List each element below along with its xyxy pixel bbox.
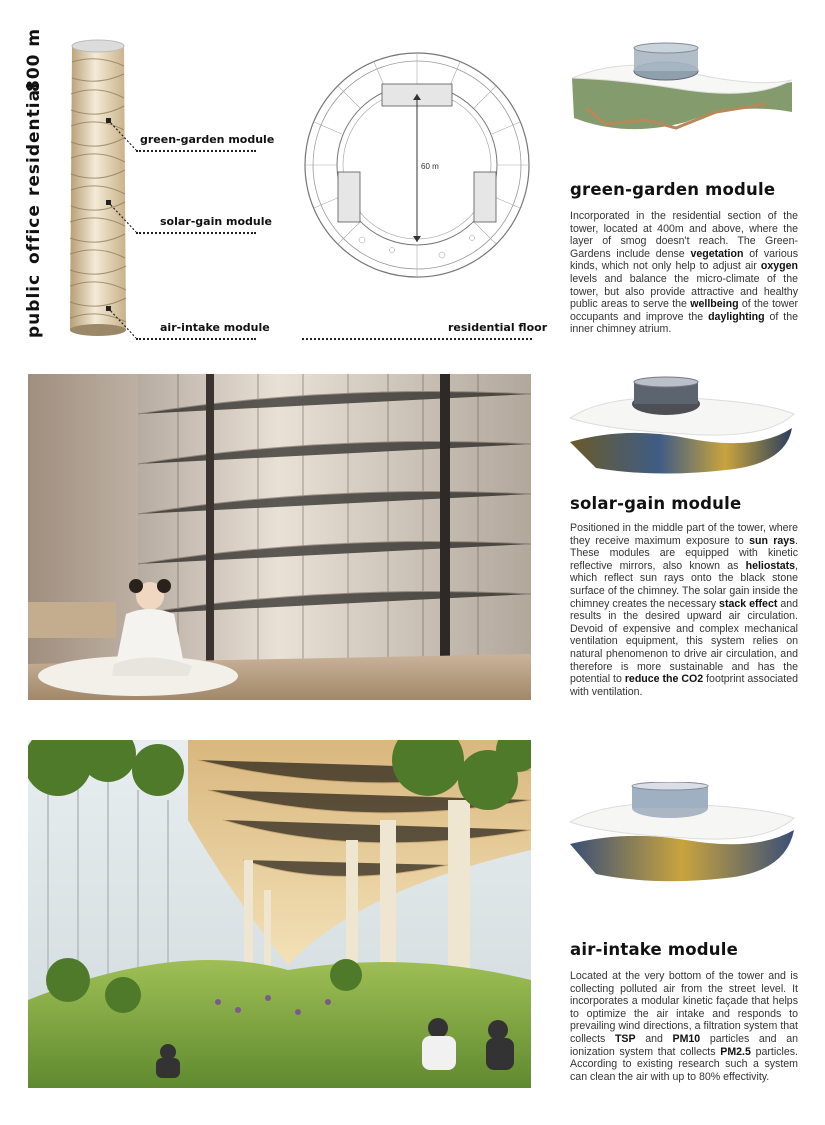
text-run: footprint associated with ventilation. <box>570 673 798 698</box>
green-garden-module-render <box>566 38 798 138</box>
text-run: Incorporated in the residential section of the tower, located at 400m and above, where the layer of smog doesn't reach. The Green-Gardens include dense <box>570 210 798 260</box>
plan-caption-line <box>302 338 532 340</box>
callout-line <box>136 338 256 340</box>
callout-leader <box>106 200 146 234</box>
solar-gain-description <box>570 522 798 698</box>
air-intake-description <box>570 970 798 1083</box>
text-run: . These modules are equipped with kinetic reflective mirrors, also known as <box>570 534 798 572</box>
solar-gain-heading: solar-gain module <box>570 494 742 513</box>
section-label-office: office <box>24 204 44 264</box>
text-run: of various kinds, which not only help to adjust air <box>570 247 798 273</box>
keyword: heliostats <box>745 559 796 572</box>
text-run: particles and an ionization system that collects <box>570 1032 798 1058</box>
keyword: daylighting <box>708 310 765 323</box>
atrium-interior-photo <box>28 374 531 700</box>
text-run: of the inner chimney atrium. <box>570 310 798 336</box>
plan-caption: residential floor <box>448 321 548 334</box>
green-garden-description <box>570 210 798 336</box>
text-run: and results in the desired upward air circulation. Devoid of expensive and complex mechanical ventilation equipment, this system relies on natural phenomenon to drive air circulation, and therefore is more sustainable and has the potential to <box>570 597 798 686</box>
keyword: oxygen <box>760 260 798 273</box>
green-garden-heading: green-garden module <box>570 180 776 199</box>
callout-solar-gain: solar-gain module <box>160 215 272 228</box>
section-label-800m: 800 m <box>24 27 44 92</box>
keyword: PM10 <box>672 1032 701 1045</box>
air-intake-module-render <box>566 782 798 888</box>
plan-dimension: 60 m <box>421 162 439 171</box>
text-run: of the tower occupants and improve the <box>570 298 799 323</box>
keyword: vegetation <box>690 247 744 260</box>
keyword: stack effect <box>719 597 778 610</box>
callout-line <box>136 232 256 234</box>
text-run: , which reflect sun rays onto the black stone surface of the chimney. The solar gain inside the chimney creates the necessary <box>570 559 798 610</box>
text-run: Positioned in the middle part of the tower, where they receive maximum exposure to <box>570 522 798 547</box>
air-intake-heading: air-intake module <box>570 940 738 959</box>
callout-leader <box>106 306 146 340</box>
tower-elevation <box>58 38 138 338</box>
residential-floor-plan <box>302 50 532 280</box>
section-label-residential: residential <box>24 82 44 196</box>
keyword: reduce the CO2 <box>624 673 704 686</box>
solar-gain-module-render <box>566 374 798 480</box>
text-run: Located at the very bottom of the tower and is collecting polluted air from the street level. It incorporates a modular kinetic façade that helps to optimize the air intake and responds to prevailing wind directions, a filtration system that collects <box>570 970 798 1045</box>
keyword: sun rays <box>749 534 796 547</box>
callout-air-intake: air-intake module <box>160 321 270 334</box>
section-label-public: public <box>24 273 44 338</box>
public-garden-photo <box>28 740 531 1088</box>
callout-green-garden: green-garden module <box>140 133 275 146</box>
keyword: PM2.5 <box>720 1045 751 1058</box>
text-run: levels and balance the micro-climate of the tower, but also provide attractive and healthy public areas to serve the <box>570 272 798 311</box>
callout-line <box>136 150 256 152</box>
text-run: particles. According to existing research such a system can clean the air with up to 80% effectivity. <box>570 1045 798 1083</box>
callout-leader <box>106 118 146 152</box>
text-run: and <box>635 1032 673 1045</box>
keyword: TSP <box>614 1032 636 1045</box>
keyword: wellbeing <box>690 298 739 311</box>
